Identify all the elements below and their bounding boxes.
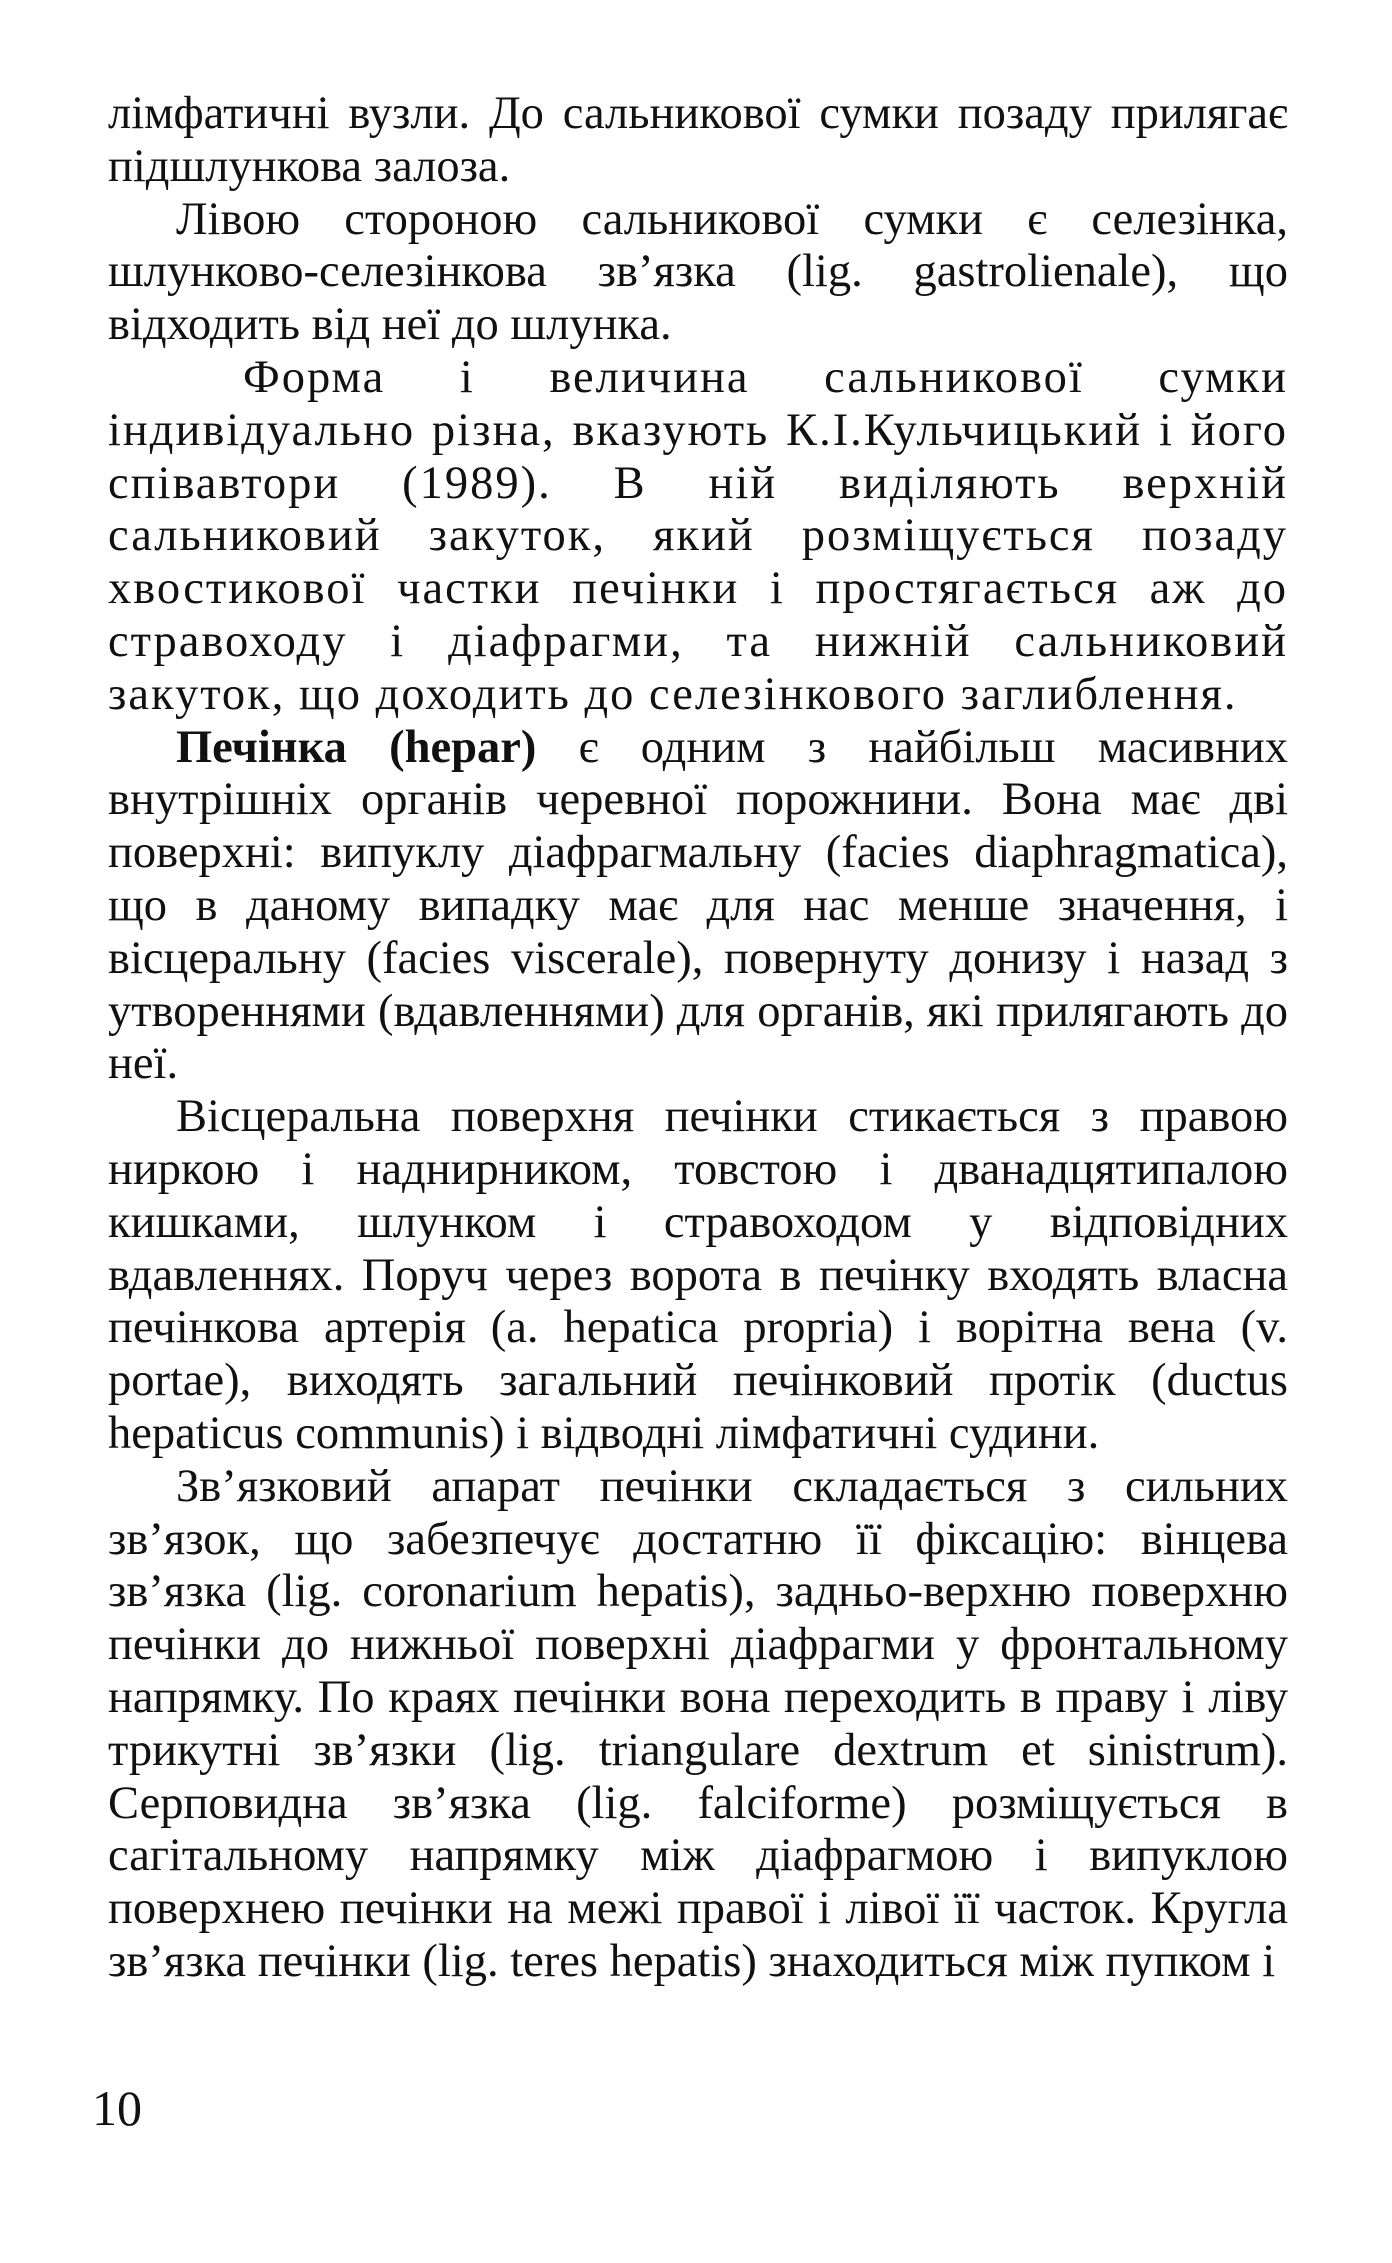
- paragraph-ligaments: [108, 1461, 1288, 1989]
- paragraph-text: Зв’язковий апарат печінки складається з сильних зв’язок, що забезпечує достатню її фіксацію: вінцева зв’язка (lig. coronarium hepatis), задньо-верхню поверхню печінки до нижньої поверхні діафрагми у фронтальному напрямку. По краях печінки вона переходить в праву і ліву трикутні зв’язки (lig. triangulare dextrum et sinistrum). Серповидна зв’язка (lig. falciforme) розміщується в сагітальному напрямку між діафрагмою і випуклою поверхнею печінки на межі правої і лівої її часток. Кругла зв’язка печінки (lig. teres hepatis) знаходиться між пупком і: [108, 1460, 1288, 1987]
- book-page-text: [108, 88, 1288, 1989]
- paragraph-left-side-omental-bursa: [108, 194, 1288, 352]
- term-liver: Печінка (hepar): [176, 721, 537, 773]
- paragraph-text: Вісцеральна поверхня печінки стикається з правою ниркою і наднирником, товстою і дванадцятипалою кишками, шлунком і стравоходом у відповідних вдавленнях. Поруч через ворота в печінку входять власна печінкова артерія (a. hepatica propria) і ворітна вена (v. portae), виходять загальний печінковий протік (ductus hepaticus communis) і відводні лімфатичні судини.: [108, 1091, 1288, 1459]
- paragraph-liver-intro: [108, 722, 1288, 1092]
- paragraph-text: є одним з найбільш масивних внутрішніх органів черевної порожнини. Вона має дві поверхні: випуклу діафрагмальну (facies diaphragmatica), що в даному випадку має для нас менше значення, і вісцеральну (facies viscerale), повернуту донизу і назад з утвореннями (вдавленнями) для органів, які прилягають до неї.: [108, 721, 1288, 1090]
- paragraph-continuation: [108, 88, 1288, 194]
- page-number: 10: [92, 2080, 142, 2136]
- paragraph-text: лімфатичні вузли. До сальникової сумки позаду прилягає підшлункова залоза.: [108, 88, 1288, 192]
- paragraph-text: Форма і величина сальникової сумки індивідуально різна, вказують К.І.Кульчицький і його співавтори (1989). В ній виділяють верхній сальниковий закуток, який розміщується позаду хвостикової частки печінки і простягається аж до стравоходу і діафрагми, та нижній сальниковий закуток, що доходить до селезінкового заглиблення.: [108, 351, 1288, 720]
- paragraph-visceral-surface: [108, 1091, 1288, 1461]
- paragraph-omental-bursa-shape: [108, 352, 1288, 722]
- paragraph-text: Лівою стороною сальникової сумки є селезінка, шлунково-селезінкова зв’язка (lig. gastrolienale), що відходить від неї до шлунка.: [108, 193, 1288, 351]
